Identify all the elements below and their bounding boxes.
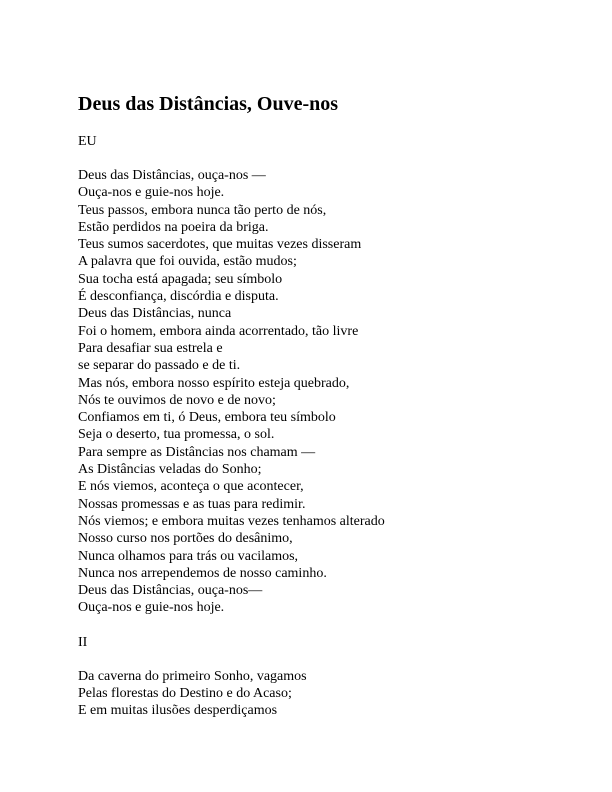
poem-line: Nós viemos; e embora muitas vezes tenhamos alterado xyxy=(78,513,385,529)
poem-line: É desconfiança, discórdia e disputa. xyxy=(78,289,279,305)
poem-line: A palavra que foi ouvida, estão mudos; xyxy=(78,254,297,270)
section-label: EU xyxy=(78,134,97,149)
document-page xyxy=(78,92,578,737)
poem-line: Nunca nos arrependemos de nosso caminho. xyxy=(78,565,327,581)
poem-line: Para desafiar sua estrela e xyxy=(78,340,223,356)
poem-line: Deus das Distâncias, ouça-nos— xyxy=(78,583,263,599)
poem-title: Deus das Distâncias, Ouve-nos xyxy=(78,93,339,115)
poem-line: Sua tocha está apagada; seu símbolo xyxy=(78,271,283,287)
poem-line: Para sempre as Distâncias nos chamam — xyxy=(78,444,316,460)
poem-line: Pelas florestas do Destino e do Acaso; xyxy=(78,686,292,702)
poem-line: Nunca olhamos para trás ou vacilamos, xyxy=(78,548,299,564)
poem-line: E nós viemos, aconteça o que acontecer, xyxy=(78,479,304,495)
poem-line: Nossas promessas e as tuas para redimir. xyxy=(78,496,306,512)
poem-line: Nosso curso nos portões do desânimo, xyxy=(78,531,293,547)
stanza xyxy=(78,668,578,720)
section-1 xyxy=(78,133,578,617)
poem-line: Deus das Distâncias, ouça-nos — xyxy=(78,168,266,183)
poem-line: Confiamos em ti, ó Deus, embora teu símbolo xyxy=(78,410,336,426)
stanza xyxy=(78,167,578,617)
poem-line: Mas nós, embora nosso espírito esteja quebrado, xyxy=(78,375,350,391)
poem-line: Ouça-nos e guie-nos hoje. xyxy=(78,600,225,616)
poem-line: se separar do passado e de ti. xyxy=(78,358,241,374)
section-label: II xyxy=(78,634,88,650)
poem-line: Nós te ouvimos de novo e de novo; xyxy=(78,392,276,408)
poem-line: Deus das Distâncias, nunca xyxy=(78,306,232,322)
poem-line: Teus passos, embora nunca tão perto de nós, xyxy=(78,202,327,218)
poem-line: E em muitas ilusões desperdiçamos xyxy=(78,703,278,719)
poem-line: As Distâncias veladas do Sonho; xyxy=(78,462,262,478)
poem-line: Seja o deserto, tua promessa, o sol. xyxy=(78,427,275,443)
poem-line: Estão perdidos na poeira da briga. xyxy=(78,219,269,235)
poem-line: Teus sumos sacerdotes, que muitas vezes disseram xyxy=(78,237,362,253)
poem-line: Da caverna do primeiro Sonho, vagamos xyxy=(78,668,307,684)
section-2 xyxy=(78,634,578,720)
poem-line: Foi o homem, embora ainda acorrentado, tão livre xyxy=(78,323,359,339)
poem-line: Ouça-nos e guie-nos hoje. xyxy=(78,185,225,201)
